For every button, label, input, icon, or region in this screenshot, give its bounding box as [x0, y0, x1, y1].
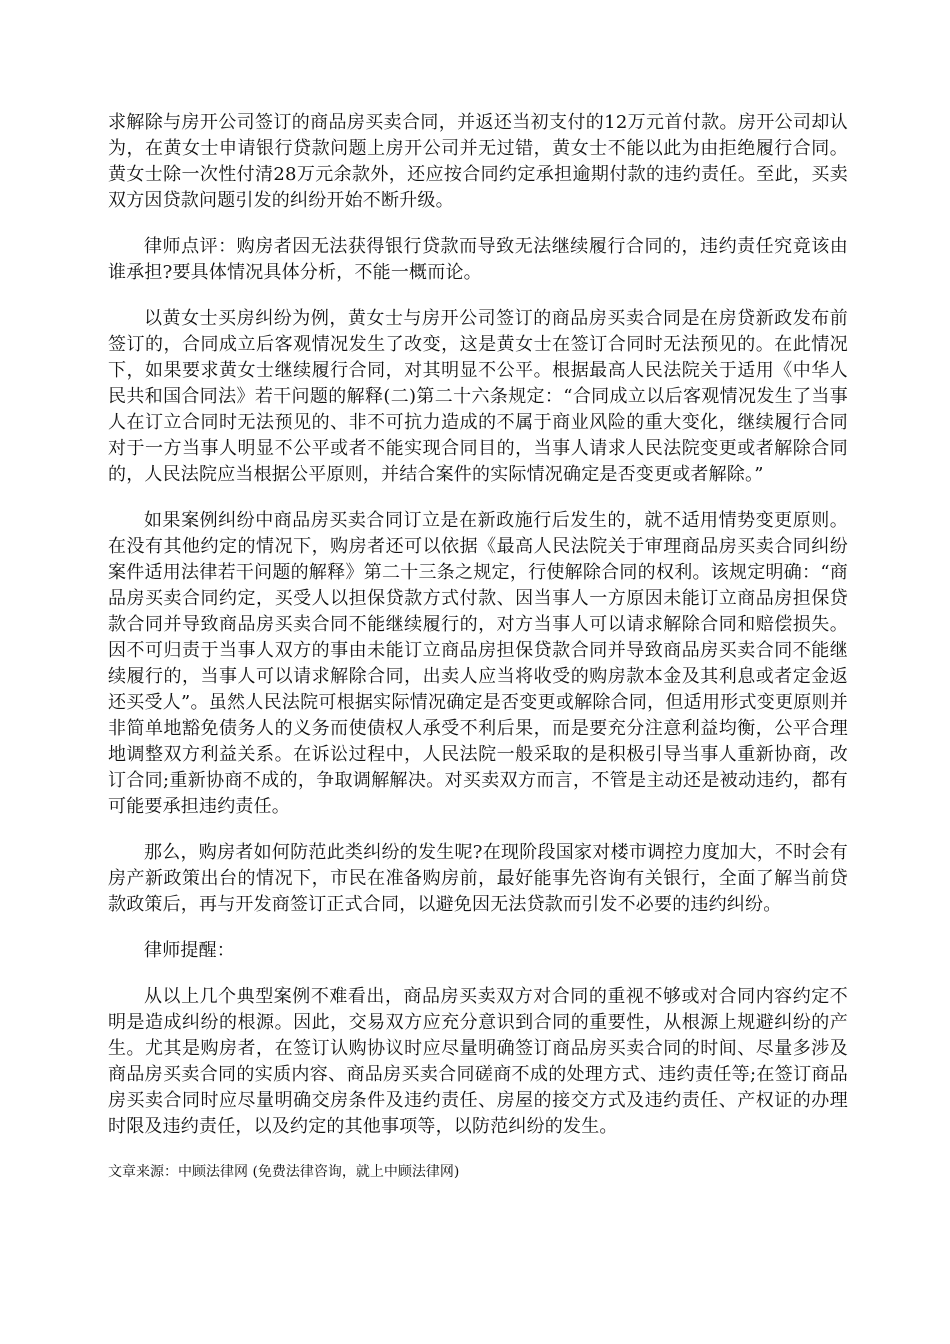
paragraph-gap — [108, 964, 848, 984]
paragraph-prevention: 那么，购房者如何防范此类纠纷的发生呢?在现阶段国家对楼市调控力度加大，不时会有房产新政策出台的情况下，市民在准备购房前，最好能事先咨询有关银行，全面了解当前贷款政策后，再与开发商签订正式合同，以避免因无法贷款而引发不必要的违约纠纷。 — [108, 842, 848, 915]
paragraph-lawyer-comment: 律师点评：购房者因无法获得银行贷款而导致无法继续履行合同的，违约责任究竟该由谁承担?要具体情况具体分析，不能一概而论。 — [108, 236, 848, 283]
paragraph-case-analysis: 以黄女士买房纠纷为例，黄女士与房开公司签订的商品房买卖合同是在房贷新政发布前签订的，合同成立后客观情况发生了改变，这是黄女士在签订合同时无法预见的。在此情况下，如果要求黄女士继续履行合同，对其明显不公平。根据最高人民法院关于适用《中华人民共和国合同法》若干问题的解释(二)第二十六条规定：“合同成立以后客观情况发生了当事人在订立合同时无法预见的、非不可抗力造成的不属于商业风险的重大变化，继续履行合同对于一方当事人明显不公平或者不能实现合同目的，当事人请求人民法院变更或者解除合同的，人民法院应当根据公平原则，并结合案件的实际情况确定是否变更或者解除。” — [108, 308, 848, 485]
document-body — [108, 110, 848, 1196]
paragraph-continuation: 求解除与房开公司签订的商品房买卖合同，并返还当初支付的12万元首付款。房开公司却认为，在黄女士申请银行贷款问题上房开公司并无过错，黄女士不能以此为由拒绝履行合同。黄女士除一次性付清28万元余款外，还应按合同约定承担逾期付款的违约责任。至此，买卖双方因贷款问题引发的纠纷开始不断升级。 — [108, 112, 848, 211]
paragraph-conclusion: 从以上几个典型案例不难看出，商品房买卖双方对合同的重视不够或对合同内容约定不明是造成纠纷的根源。因此，交易双方应充分意识到合同的重要性，从根源上规避纠纷的产生。尤其是购房者，在签订认购协议时应尽量明确签订商品房买卖合同的时间、尽量多涉及商品房买卖合同的实质内容、商品房买卖合同磋商不成的处理方式、违约责任等;在签订商品房买卖合同时应尽量明确交房条件及违约责任、房屋的接交方式及违约责任、产权证的办理时限及违约责任，以及约定的其他事项等，以防范纠纷的发生。 — [108, 986, 848, 1137]
paragraph-lawyer-reminder-heading: 律师提醒： — [144, 940, 235, 961]
paragraph-gap — [108, 488, 848, 508]
paragraph-gap — [108, 286, 848, 306]
article-source: 文章来源：中顾法律网 (免费法律咨询，就上中顾法律网) — [108, 1164, 460, 1180]
paragraph-gap — [108, 214, 848, 234]
paragraph-gap — [108, 820, 848, 840]
paragraph-gap — [108, 918, 848, 938]
paragraph-new-policy: 如果案例纠纷中商品房买卖合同订立是在新政施行后发生的，就不适用情势变更原则。在没有其他约定的情况下，购房者还可以依据《最高人民法院关于审理商品房买卖合同纠纷案件适用法律若干问题的解释》第二十三条之规定，行使解除合同的权利。该规定明确：“商品房买卖合同约定，买受人以担保贷款方式付款、因当事人一方原因未能订立商品房担保贷款合同并导致商品房买卖合同不能继续履行的，对方当事人可以请求解除合同和赔偿损失。因不可归责于当事人双方的事由未能订立商品房担保贷款合同并导致商品房买卖合同不能继续履行的，当事人可以请求解除合同，出卖人应当将收受的购房款本金及其利息或者定金返还买受人”。虽然人民法院可根据实际情况确定是否变更或解除合同，但适用形式变更原则并非简单地豁免债务人的义务而使债权人承受不利后果，而是要充分注意利益均衡，公平合理地调整双方利益关系。在诉讼过程中，人民法院一般采取的是积极引导当事人重新协商，改订合同;重新协商不成的，争取调解解决。对买卖双方而言，不管是主动还是被动违约，都有可能要承担违约责任。 — [108, 510, 848, 817]
